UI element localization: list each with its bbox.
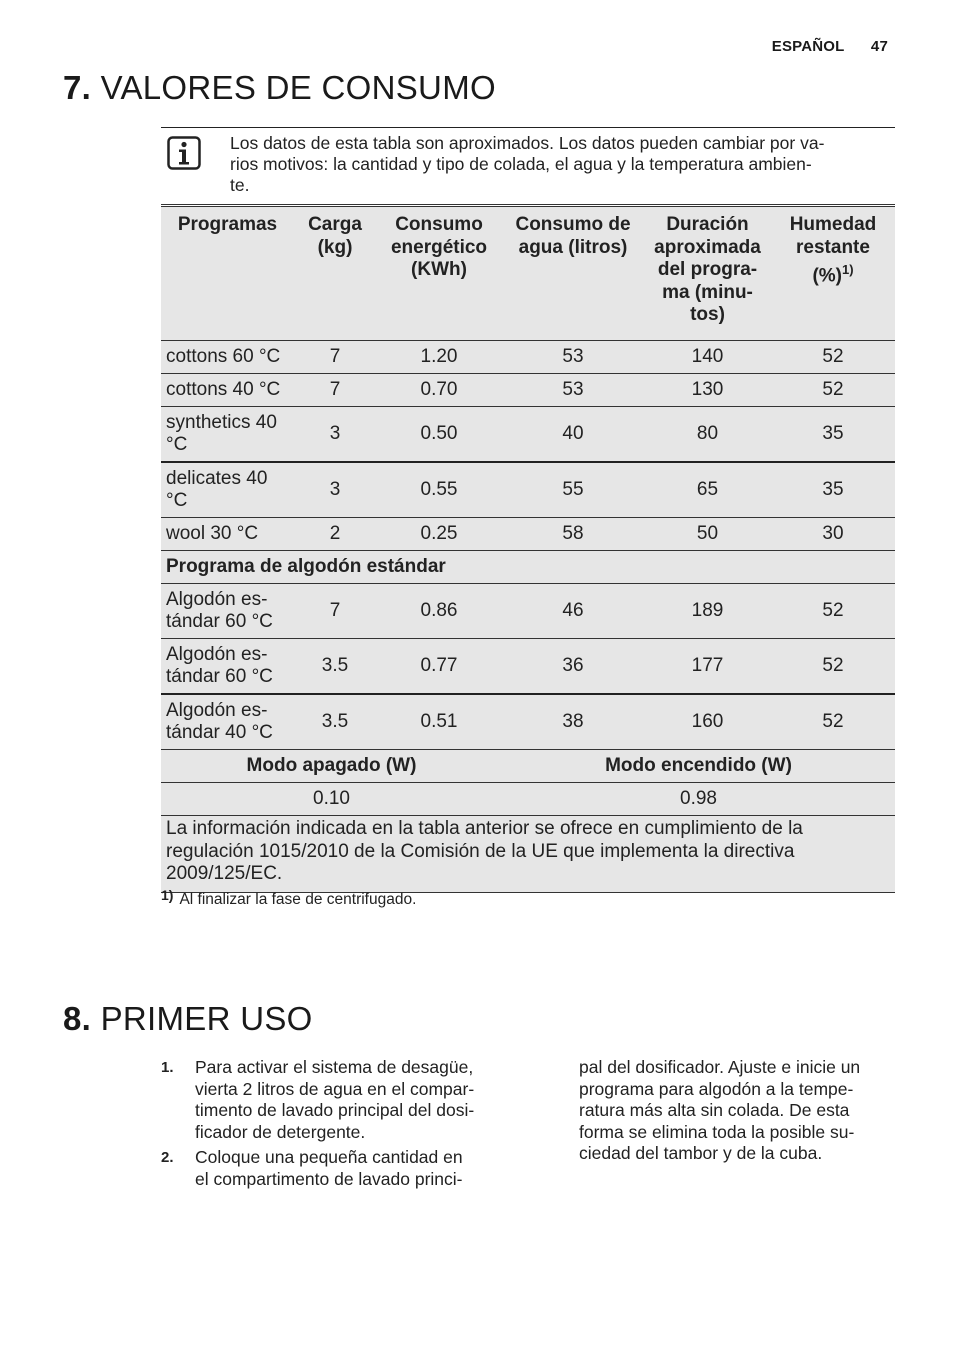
cell-humidity: 30 xyxy=(771,518,895,551)
cell-program: Algodón es- tándar 60 °C xyxy=(161,584,294,639)
cell-humidity: 52 xyxy=(771,694,895,750)
info-note-line-3: te. xyxy=(230,175,250,195)
footnote-ref: 1) xyxy=(842,262,854,277)
section-7-heading xyxy=(63,69,496,107)
cell-load: 2 xyxy=(294,518,376,551)
cell-program: cottons 40 °C xyxy=(161,374,294,407)
table-row xyxy=(161,374,895,407)
cell-duration: 160 xyxy=(644,694,771,750)
cell-humidity: 52 xyxy=(771,341,895,374)
mode-on-label: Modo encendido (W) xyxy=(502,750,895,783)
cell-energy: 0.77 xyxy=(376,639,502,695)
cell-water: 38 xyxy=(502,694,644,750)
cell-duration: 80 xyxy=(644,407,771,463)
standard-cotton-subheading: Programa de algodón estándar xyxy=(161,551,895,584)
cell-energy: 1.20 xyxy=(376,341,502,374)
table-row xyxy=(161,518,895,551)
cell-duration: 140 xyxy=(644,341,771,374)
cell-load: 3 xyxy=(294,407,376,463)
page-number: 47 xyxy=(870,38,888,55)
cell-water: 58 xyxy=(502,518,644,551)
cell-water: 36 xyxy=(502,639,644,695)
language-label: ESPAÑOL xyxy=(771,38,845,55)
cell-load: 3 xyxy=(294,462,376,518)
table-header-row xyxy=(161,206,895,341)
info-note-line-2: rios motivos: la cantidad y tipo de colada, el agua y la temperatura ambien- xyxy=(230,154,812,174)
footnote-mark: 1) xyxy=(161,887,174,903)
regulation-info-text: La información indicada en la tabla anterior se ofrece en cumplimiento de la regulación 1015/2010 de la Comisión de la UE que implementa la directiva 2009/125/EC. xyxy=(161,816,895,893)
list-item xyxy=(161,1057,516,1143)
cell-humidity: 35 xyxy=(771,462,895,518)
cell-duration: 177 xyxy=(644,639,771,695)
table-row xyxy=(161,341,895,374)
cell-program: delicates 40 °C xyxy=(161,462,294,518)
cell-energy: 0.25 xyxy=(376,518,502,551)
cell-water: 40 xyxy=(502,407,644,463)
cell-duration: 189 xyxy=(644,584,771,639)
power-mode-value-row xyxy=(161,783,895,816)
footnote xyxy=(161,887,416,909)
table-row xyxy=(161,639,895,695)
column-header-load: Carga (kg) xyxy=(294,206,376,341)
table-row xyxy=(161,462,895,518)
mode-off-value: 0.10 xyxy=(161,783,502,816)
power-mode-header-row xyxy=(161,750,895,783)
info-icon xyxy=(167,136,201,170)
info-note xyxy=(161,127,895,195)
cell-humidity: 35 xyxy=(771,407,895,463)
cell-duration: 130 xyxy=(644,374,771,407)
cell-duration: 65 xyxy=(644,462,771,518)
cell-load: 7 xyxy=(294,341,376,374)
list-item xyxy=(161,1147,516,1190)
column-header-programs: Programas xyxy=(161,206,294,341)
cell-humidity: 52 xyxy=(771,584,895,639)
section-7-title: VALORES DE CONSUMO xyxy=(100,69,496,106)
consumption-table xyxy=(161,204,895,893)
cell-load: 3.5 xyxy=(294,639,376,695)
cell-program: synthetics 40 °C xyxy=(161,407,294,463)
cell-water: 46 xyxy=(502,584,644,639)
step-number: 1. xyxy=(161,1059,174,1076)
cell-energy: 0.70 xyxy=(376,374,502,407)
cell-water: 53 xyxy=(502,341,644,374)
cell-water: 53 xyxy=(502,374,644,407)
table-row xyxy=(161,694,895,750)
cell-humidity: 52 xyxy=(771,374,895,407)
cell-load: 3.5 xyxy=(294,694,376,750)
info-note-text xyxy=(230,133,890,196)
cell-load: 7 xyxy=(294,584,376,639)
step-text: Coloque una pequeña cantidad en el compartimento de lavado princi- xyxy=(195,1147,463,1189)
mode-on-value: 0.98 xyxy=(502,783,895,816)
cell-water: 55 xyxy=(502,462,644,518)
section-8-heading xyxy=(63,1000,313,1038)
section-8-title: PRIMER USO xyxy=(100,1000,313,1037)
table-row xyxy=(161,584,895,639)
cell-energy: 0.51 xyxy=(376,694,502,750)
column-header-duration: Duración aproximada del progra- ma (minu- tos) xyxy=(644,206,771,341)
cell-energy: 0.86 xyxy=(376,584,502,639)
footnote-text: Al finalizar la fase de centrifugado. xyxy=(179,891,417,908)
column-header-humidity: Humedad restante (%)$^{1)}$ xyxy=(771,206,895,341)
step-number: 2. xyxy=(161,1149,174,1166)
cell-energy: 0.55 xyxy=(376,462,502,518)
cell-duration: 50 xyxy=(644,518,771,551)
cell-program: wool 30 °C xyxy=(161,518,294,551)
cell-program: Algodón es- tándar 60 °C xyxy=(161,639,294,695)
table-subheading-row xyxy=(161,551,895,584)
mode-off-label: Modo apagado (W) xyxy=(161,750,502,783)
cell-humidity: 52 xyxy=(771,639,895,695)
info-note-line-1: Los datos de esta tabla son aproximados. Los datos pueden cambiar por va- xyxy=(230,133,825,153)
cell-load: 7 xyxy=(294,374,376,407)
regulation-info-row xyxy=(161,816,895,893)
column-header-energy: Consumo energético (KWh) xyxy=(376,206,502,341)
cell-program: Algodón es- tándar 40 °C xyxy=(161,694,294,750)
table-row xyxy=(161,407,895,463)
cell-energy: 0.50 xyxy=(376,407,502,463)
step-2-continuation: pal del dosificador. Ajuste e inicie un programa para algodón a la tempe- ratura más alta sin colada. De esta forma se elimina toda la posible su- ciedad del tambor y de la cuba. xyxy=(579,1057,861,1163)
first-use-steps xyxy=(161,1057,516,1194)
step-text: Para activar el sistema de desagüe, vierta 2 litros de agua en el compar- timento de lavado principal del dosi- ficador de detergente. xyxy=(195,1057,475,1142)
column-header-water: Consumo de agua (litros) xyxy=(502,206,644,341)
section-7-number: 7. xyxy=(63,69,92,106)
page-header xyxy=(772,38,888,55)
cell-program: cottons 60 °C xyxy=(161,341,294,374)
section-8-number: 8. xyxy=(63,1000,92,1037)
